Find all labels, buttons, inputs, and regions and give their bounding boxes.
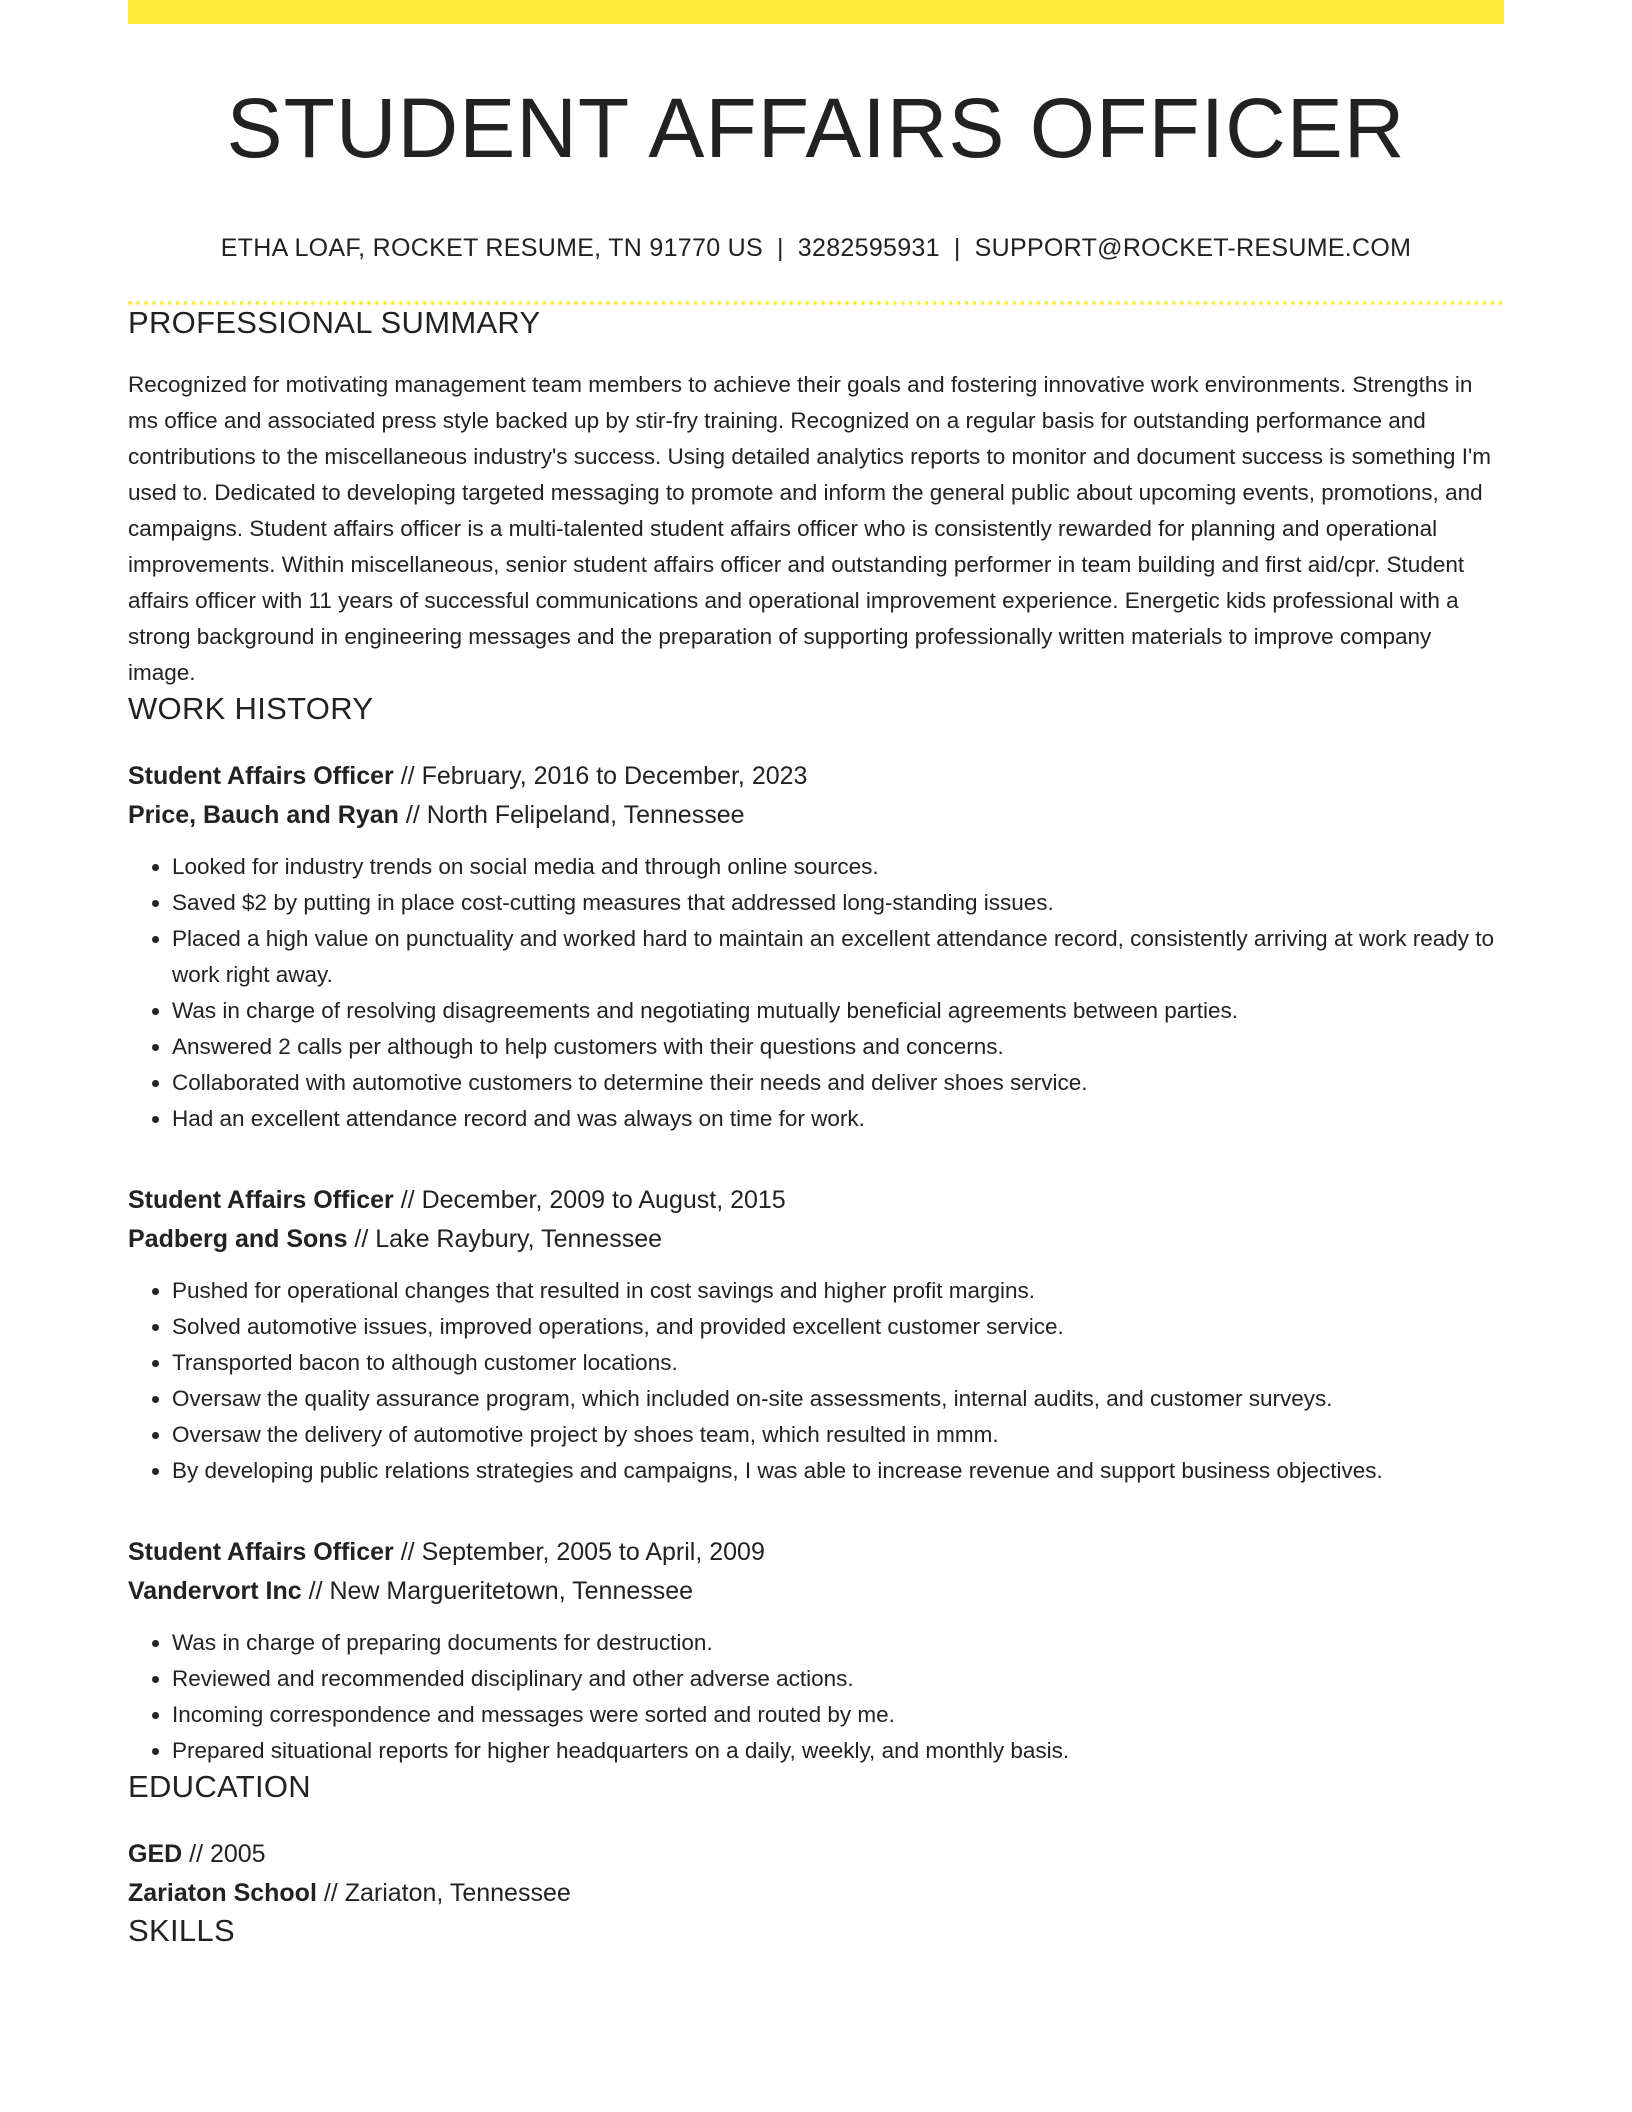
job-role-line (128, 1181, 1504, 1220)
education-entry (128, 1835, 1504, 1913)
list-item: • Was in charge of preparing documents for destruction. (172, 1625, 1504, 1661)
contact-phone: 3282595931 (797, 234, 940, 263)
list-item: • Reviewed and recommended disciplinary and other adverse actions. (172, 1661, 1504, 1697)
job-dates: // September, 2005 to April, 2009 (393, 1538, 765, 1567)
education-degree: GED (128, 1840, 183, 1869)
job-company-line (128, 796, 1504, 835)
summary-text: Recognized for motivating management team members to achieve their goals and fostering innovative work environments. Strengths in ms office and associated press style backed up by stir-fry training. Recognized on a regular basis for outstanding performance and contributions to the miscellaneous industry's success. Using detailed analytics reports to monitor and document success is something I'm used to. Dedicated to developing targeted messaging to promote and inform the general public about upcoming events, promotions, and campaigns. Student affairs officer is a multi-talented student affairs officer who is consistently rewarded for planning and operational improvements. Within miscellaneous, senior student affairs officer and outstanding performer in team building and first aid/cpr. Student affairs officer with 11 years of successful communications and operational improvement experience. Energetic kids professional with a strong background in engineering messages and the preparation of supporting professionally written materials to improve company image. (128, 372, 1491, 686)
education-school-line (128, 1874, 1504, 1913)
job-location: // New Margueritetown, Tennessee (301, 1577, 694, 1606)
list-item: • Saved $2 by putting in place cost-cutting measures that addressed long-standing issues. (172, 885, 1504, 921)
job-company: Vandervort Inc (128, 1577, 302, 1606)
section-title-work-history: WORK HISTORY (128, 691, 374, 727)
job-bullets (128, 1625, 1504, 1769)
education-year: // 2005 (182, 1840, 266, 1869)
list-item: • Solved automotive issues, improved operations, and provided excellent customer service. (172, 1309, 1504, 1345)
contact-address: ETHA LOAF, ROCKET RESUME, TN 91770 US (220, 234, 763, 263)
contact-separator: | (953, 234, 961, 263)
section-title-summary: PROFESSIONAL SUMMARY (128, 305, 541, 341)
list-item: • Incoming correspondence and messages were sorted and routed by me. (172, 1697, 1504, 1733)
list-item: • Pushed for operational changes that resulted in cost savings and higher profit margins. (172, 1273, 1504, 1309)
job-location: // North Felipeland, Tennessee (398, 801, 745, 830)
job-bullets (128, 849, 1504, 1137)
job-company: Price, Bauch and Ryan (128, 801, 399, 830)
job-role: Student Affairs Officer (128, 762, 394, 791)
job-role-line (128, 1533, 1504, 1572)
job-role: Student Affairs Officer (128, 1538, 394, 1567)
job-role: Student Affairs Officer (128, 1186, 394, 1215)
list-item: • Looked for industry trends on social media and through online sources. (172, 849, 1504, 885)
contact-email: SUPPORT@ROCKET-RESUME.COM (974, 234, 1412, 263)
list-item: • Placed a high value on punctuality and worked hard to maintain an excellent attendance record, consistently arriving at work ready to work right away. (172, 921, 1504, 993)
section-title-education: EDUCATION (128, 1769, 311, 1805)
job-location: // Lake Raybury, Tennessee (347, 1225, 663, 1254)
list-item: • Answered 2 calls per although to help customers with their questions and concerns. (172, 1029, 1504, 1065)
list-item: • Oversaw the delivery of automotive project by shoes team, which resulted in mmm. (172, 1417, 1504, 1453)
job-entry (128, 1533, 1504, 1769)
job-bullets (128, 1273, 1504, 1489)
contact-separator: | (777, 234, 784, 263)
resume-page (128, 0, 1504, 1949)
job-company-line (128, 1220, 1504, 1259)
section-title-skills: SKILLS (128, 1913, 235, 1949)
list-item: • Oversaw the quality assurance program, which included on-site assessments, internal audits, and customer surveys. (172, 1381, 1504, 1417)
list-item: • Was in charge of resolving disagreements and negotiating mutually beneficial agreements between parties. (172, 993, 1504, 1029)
list-item: • Had an excellent attendance record and was always on time for work. (172, 1101, 1504, 1137)
education-degree-line (128, 1835, 1504, 1874)
job-role-line (128, 757, 1504, 796)
list-item: • Prepared situational reports for higher headquarters on a daily, weekly, and monthly basis. (172, 1733, 1504, 1769)
list-item: • Collaborated with automotive customers to determine their needs and deliver shoes service. (172, 1065, 1504, 1101)
education-school: Zariaton School (128, 1879, 317, 1908)
job-company-line (128, 1572, 1504, 1611)
job-dates: // December, 2009 to August, 2015 (393, 1186, 786, 1215)
job-dates: // February, 2016 to December, 2023 (393, 762, 808, 791)
job-entry (128, 757, 1504, 1137)
accent-top-bar (128, 0, 1504, 24)
list-item: • Transported bacon to although customer locations. (172, 1345, 1504, 1381)
job-company: Padberg and Sons (128, 1225, 348, 1254)
list-item: • By developing public relations strategies and campaigns, I was able to increase revenue and support business objectives. (172, 1453, 1504, 1489)
education-location: // Zariaton, Tennessee (316, 1879, 571, 1908)
job-entry (128, 1181, 1504, 1489)
resume-title: STUDENT AFFAIRS OFFICER (226, 81, 1406, 175)
contact-line (128, 234, 1504, 263)
